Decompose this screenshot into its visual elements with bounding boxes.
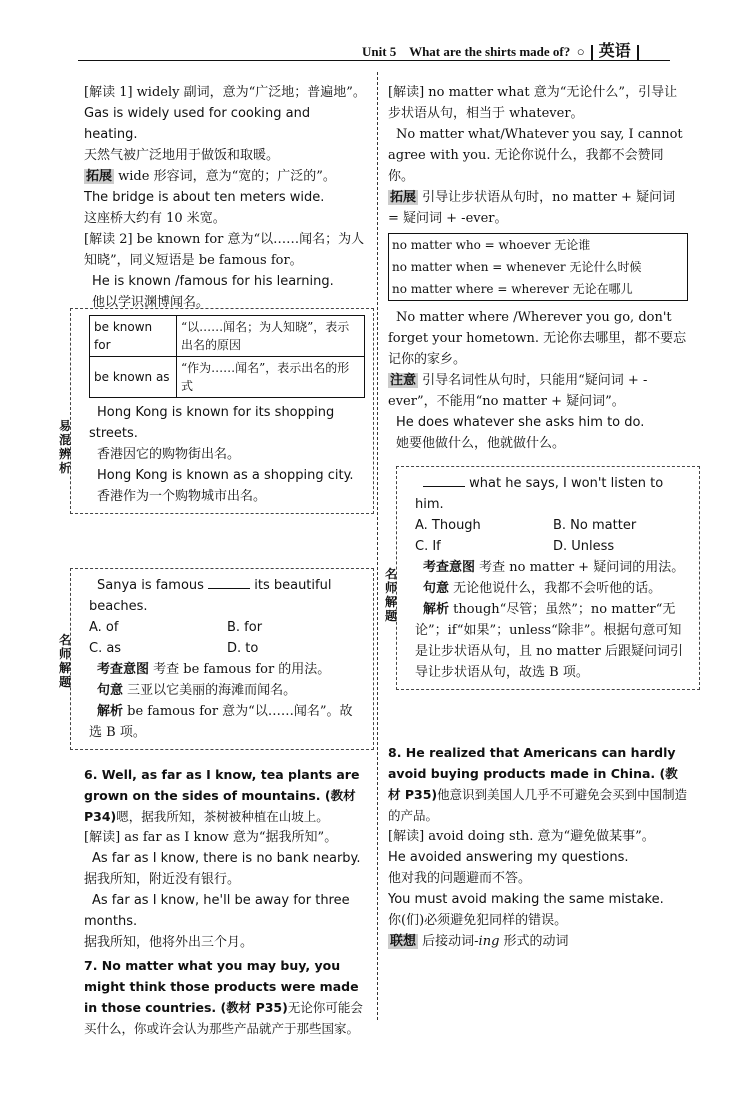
example-cn: 你(们)必须避免犯同样的错误。 — [388, 913, 568, 928]
table-row: no matter where = wherever 无论在哪儿 — [392, 282, 633, 296]
answer-blank — [208, 588, 250, 589]
example-cn: 他对我的问题避而不答。 — [388, 871, 532, 886]
teacher-solution-box: 名师解题 Sanya is famous its beautiful beaches. A. of B. for C. as D. to 考查意图 考查 be famous for 的用法。 句意 三亚以它美丽的海滩而闻名。 解析 be famous for 意为“以……闻名”。故选 B 项。 — [70, 568, 374, 750]
answer-blank — [423, 486, 465, 487]
reading-1: [解读 1] widely 副词，意为“广泛地；普遍地”。 — [84, 85, 366, 100]
reading: [解读] avoid doing sth. 意为“避免做某事”。 — [388, 829, 655, 844]
option: D. to — [227, 641, 259, 656]
option: A. Though — [415, 518, 481, 533]
sentence-en: 8. He realized that Americans can hardly avoid buying products made in China. (教材 P35)他意识到美国人几乎不可避免会买到中国制造的产品。 — [388, 745, 688, 823]
option: C. as — [89, 641, 122, 656]
extension: 拓展 wide 形容词，意为“宽的；广泛的”。 — [86, 169, 336, 184]
no-matter-table — [388, 233, 688, 301]
box-tag: 名师解题 — [58, 633, 71, 689]
example-cn: 她要他做什么，他就做什么。 — [396, 436, 566, 451]
options — [89, 617, 365, 659]
extension-label: 拓展 — [86, 169, 113, 184]
divider — [591, 45, 593, 61]
question: what he says, I won't listen to him. — [415, 476, 664, 512]
example-en: You must avoid making the same mistake. — [388, 892, 664, 907]
divider — [637, 45, 639, 61]
running-header — [362, 38, 645, 61]
extension-label: 拓展 — [390, 190, 417, 205]
sentence-en: 6. Well, as far as I know, tea plants are grown on the sides of mountains. (教材 P34)嗯，据我所知，茶树被种植在山坡上。 — [84, 767, 360, 824]
sentence-8 — [388, 742, 688, 952]
teacher-solution-box: 名师解题 what he says, I won't listen to him. A. Though B. No matter C. If D. Unless 考查意图 考查 no matter + 疑问词的用法。 句意 无论他说什么，我都不会听他的话。 解析 though“尽管；虽然”；no matter“无论”；if“如果”；unless“除非”。根据句意可知是让步状语从句，且 no matter 后跟疑问词引导让步状语从句，故选 B 项。 — [396, 466, 700, 690]
confusion-box — [58, 308, 374, 514]
example-en: He is known /famous for his learning. — [92, 274, 334, 289]
example-cn: 天然气被广泛地用于做饭和取暖。 — [84, 148, 280, 163]
example-en: The bridge is about ten meters wide. — [84, 190, 325, 205]
subject-label: 英语 — [598, 41, 631, 60]
unit-label: Unit 5 — [362, 44, 397, 59]
comparison-table — [89, 315, 365, 398]
right-column: [解读] no matter what 意为“无论什么”，引导让步状语从句，相当于 whatever。 No matter what/Whatever you say, I cannot agree with you. 无论你说什么，我都不会赞同你。 拓展 引导让步状语从句时，no matter + 疑问词 = 疑问词 + -ever。 no matter who = whoever 无论谁 no matter when = whenever 无论什么时候 no matter where = wherever 无论在哪儿 No matter where /Wherever you go, don't forget your hometown. 无论你去哪里，都不要忘记你的家乡。 注意 引导名词性从句时，只能用“疑问词 + -ever”，不能用“no matter + 疑问词”。 He does whatever she asks him to do. 她要他做什么，他就做什么。 — [388, 82, 688, 454]
table-row: be known as “作为……闻名”，表示出名的形式 — [90, 357, 365, 398]
sentence-en: 7. No matter what you may buy, you might think those products were made in those countries. (教材 P35)无论你可能会买什么，你或许会认为那些产品就产于那些国家。 — [84, 958, 363, 1036]
example-cn: 香港作为一个购物城市出名。 — [97, 489, 267, 504]
table-row: no matter when = whenever 无论什么时候 — [392, 260, 642, 274]
example: No matter what/Whatever you say, I cannot agree with you. 无论你说什么，我都不会赞同你。 — [388, 127, 683, 184]
column-divider — [377, 72, 378, 1020]
table-row: be known for “以……闻名；为人知晓”，表示出名的原因 — [90, 316, 365, 357]
example-en: As far as I know, he'll be away for three months. — [84, 893, 350, 929]
box-tag: 易混辨析 — [58, 419, 71, 475]
reading-2: [解读 2] be known for 意为“以……闻名；为人知晓”，同义短语是 be famous for。 — [84, 232, 365, 268]
example-en: He avoided answering my questions. — [388, 850, 629, 865]
option: D. Unless — [553, 539, 615, 554]
option: B. for — [227, 620, 263, 635]
sentence-6 — [84, 764, 366, 1039]
note-label: 注意 — [390, 373, 417, 388]
reading: [解读] no matter what 意为“无论什么”，引导让步状语从句，相当于 whatever。 — [388, 85, 678, 121]
example-cn: 他以学识渊博闻名。 — [92, 295, 210, 310]
example-en: He does whatever she asks him to do. — [396, 415, 645, 430]
left-column — [84, 82, 366, 313]
example-cn: 香港因它的购物街出名。 — [97, 447, 241, 462]
association-label: 联想 — [390, 934, 417, 949]
header-rule — [78, 60, 670, 61]
example-cn: 这座桥大约有 10 米宽。 — [84, 211, 226, 226]
example-en: Hong Kong is known as a shopping city. — [97, 468, 354, 483]
option: B. No matter — [553, 518, 637, 533]
reading: [解读] as far as I know 意为“据我所知”。 — [84, 830, 338, 845]
table-row: no matter who = whoever 无论谁 — [392, 238, 591, 252]
example: No matter where /Wherever you go, don't forget your hometown. 无论你去哪里，都不要忘记你的家乡。 — [388, 310, 687, 367]
example-cn: 据我所知，他将外出三个月。 — [84, 935, 254, 950]
example-en: As far as I know, there is no bank nearby. — [92, 851, 361, 866]
example-cn: 据我所知，附近没有银行。 — [84, 872, 241, 887]
association: 联想 后接动词-ing 形式的动词 — [390, 934, 569, 949]
option: C. If — [415, 539, 441, 554]
options — [415, 515, 691, 557]
question: Sanya is famous its beautiful beaches. — [89, 578, 332, 614]
unit-title: What are the shirts made of? — [409, 44, 571, 59]
option: A. of — [89, 620, 119, 635]
circle-marker: ○ — [576, 44, 585, 59]
example-en: Gas is widely used for cooking and heating. — [84, 106, 311, 142]
box-tag: 名师解题 — [384, 567, 397, 623]
example-en: Hong Kong is known for its shopping streets. — [89, 405, 335, 441]
